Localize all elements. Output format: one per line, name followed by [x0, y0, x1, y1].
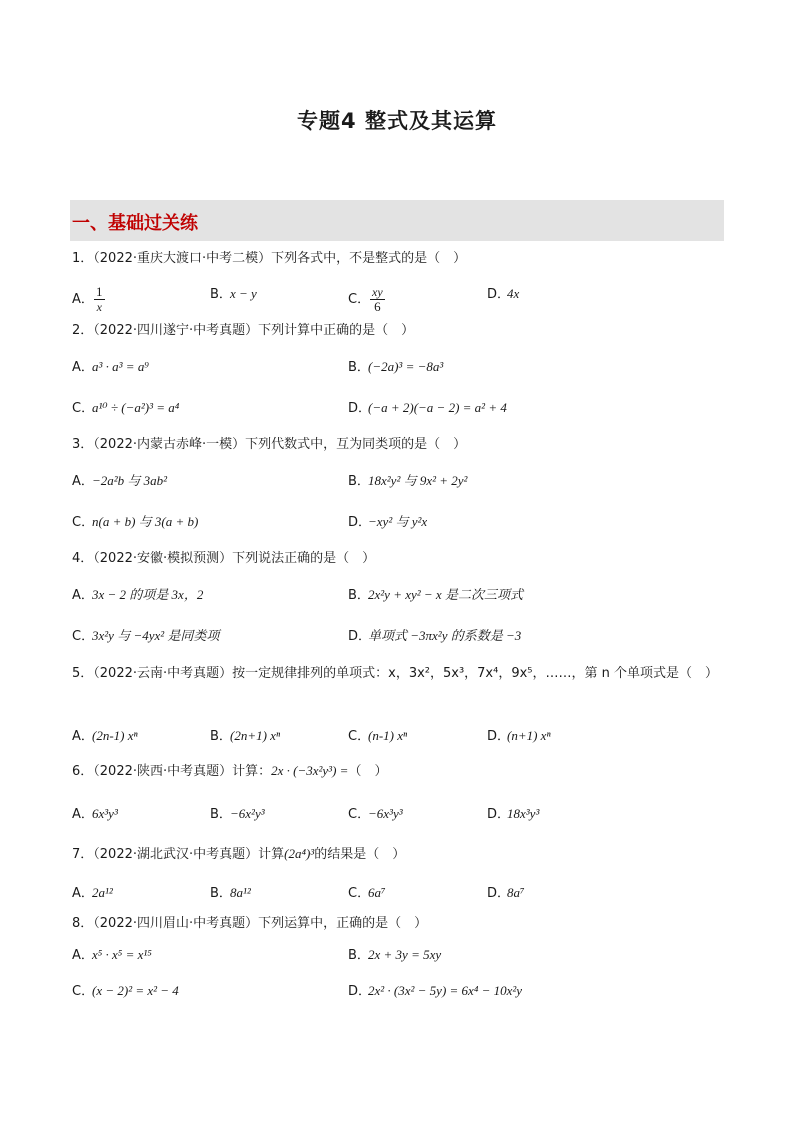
- question-3-option-d: D．−xy² 与 y²x: [348, 514, 428, 530]
- question-7-option-c: C．6a⁷: [348, 885, 386, 901]
- question-8-option-a: A．x⁵ · x⁵ = x¹⁵: [72, 947, 152, 963]
- question-2-option-c: C．a¹⁰ ÷ (−a²)³ = a⁴: [72, 400, 180, 416]
- question-6-option-b: B．−6x²y³: [210, 806, 265, 822]
- question-1-stem: 1．（2022·重庆大渡口·中考二模）下列各式中，不是整式的是（ ）: [72, 251, 467, 266]
- question-2-option-b: B．(−2a)³ = −8a³: [348, 359, 444, 375]
- page-title: 专题4 整式及其运算: [297, 109, 497, 133]
- question-1-option-d: D．4x: [487, 286, 520, 302]
- question-8-option-c: C．(x − 2)² = x² − 4: [72, 983, 179, 999]
- question-2-option-a: A．a³ · a³ = a⁹: [72, 359, 149, 375]
- question-3-option-c: C．n(a + b) 与 3(a + b): [72, 514, 199, 530]
- question-7-option-b: B．8a¹²: [210, 885, 251, 901]
- question-6-option-c: C．−6x³y³: [348, 806, 403, 822]
- question-5-stem: 5．（2022·云南·中考真题）按一定规律排列的单项式：x，3x²，5x³，7x⁴，9x⁵，……，第 n 个单项式是（ ）: [72, 666, 719, 681]
- question-5-option-a: A．(2n-1) xⁿ: [72, 728, 138, 744]
- question-7-stem: 7．（2022·湖北武汉·中考真题）计算(2a⁴)³的结果是（ ）: [72, 846, 406, 862]
- question-8-stem: 8．（2022·四川眉山·中考真题）下列运算中，正确的是（ ）: [72, 916, 428, 931]
- section-title: 一、基础过关练: [72, 213, 198, 234]
- question-3-option-b: B．18x²y² 与 9x² + 2y²: [348, 473, 468, 489]
- question-2-option-d: D．(−a + 2)(−a − 2) = a² + 4: [348, 400, 507, 416]
- section-header: [70, 200, 724, 241]
- question-8-option-b: B．2x + 3y = 5xy: [348, 947, 442, 963]
- question-6-stem: 6．（2022·陕西·中考真题）计算：2x · (−3x²y³) =（ ）: [72, 763, 388, 779]
- question-1-option-c: C． $\frac{xy}{6}$: [348, 285, 383, 314]
- question-1-option-a: A． $\frac{1}{x}$: [72, 284, 103, 314]
- question-6-option-d: D．18x³y³: [487, 806, 540, 822]
- question-5-option-c: C．(n-1) xⁿ: [348, 728, 408, 744]
- question-8-option-d: D．2x² · (3x² − 5y) = 6x⁴ − 10x²y: [348, 983, 523, 999]
- fraction: $\frac{xy}{6}$: [372, 285, 383, 314]
- question-3-option-a: A．−2a²b 与 3ab²: [72, 473, 168, 489]
- question-2-stem: 2．（2022·四川遂宁·中考真题）下列计算中正确的是（ ）: [72, 323, 415, 338]
- question-4-option-a: A．3x − 2 的项是 3x，2: [72, 587, 204, 603]
- question-4-option-b: B．2x²y + xy² − x 是二次三项式: [348, 587, 523, 603]
- question-1-option-b: B．x − y: [210, 286, 257, 302]
- question-7-option-d: D．8a⁷: [487, 885, 525, 901]
- question-4-option-c: C．3x²y 与 −4yx² 是同类项: [72, 628, 220, 644]
- question-5-option-b: B．(2n+1) xⁿ: [210, 728, 281, 744]
- question-7-option-a: A．2a¹²: [72, 885, 113, 901]
- question-4-stem: 4．（2022·安徽·模拟预测）下列说法正确的是（ ）: [72, 551, 376, 566]
- question-3-stem: 3．（2022·内蒙古赤峰·一模）下列代数式中，互为同类项的是（ ）: [72, 437, 467, 452]
- fraction: $\frac{1}{x}$: [96, 284, 103, 314]
- question-4-option-d: D．单项式 −3πx²y 的系数是 −3: [348, 628, 522, 644]
- question-5-option-d: D．(n+1) xⁿ: [487, 728, 551, 744]
- question-6-option-a: A．6x³y³: [72, 806, 118, 822]
